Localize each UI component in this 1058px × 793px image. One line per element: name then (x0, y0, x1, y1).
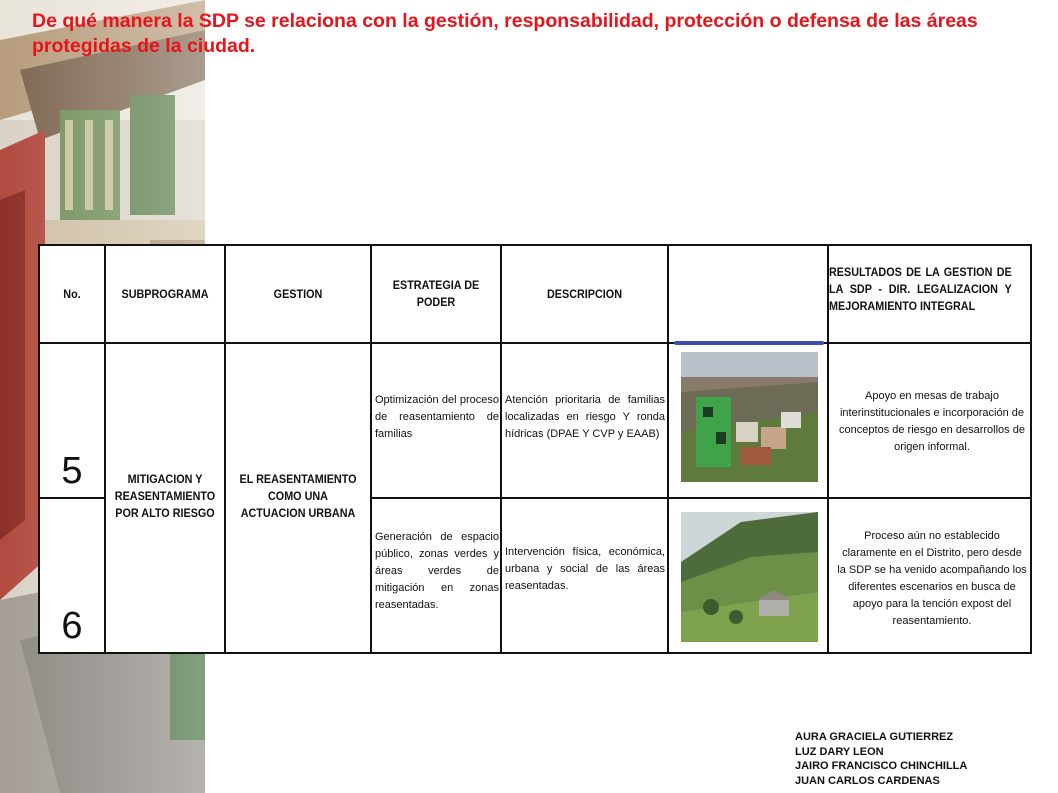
author-name: AURA GRACIELA GUTIERREZ (795, 731, 954, 743)
slide-title: De qué manera la SDP se relaciona con la gestión, responsabilidad, protección o defensa de las áreas protegidas de la ciudad. (32, 10, 978, 57)
col-divider-2 (224, 246, 226, 652)
header-gestion: GESTION (273, 286, 323, 301)
row6-photo-green-hillside (681, 512, 818, 642)
header-resultados: RESULTADOS DE LA GESTION DE LA SDP - DIR. LEGALIZACION Y MEJORAMIENTO INTEGRAL (829, 265, 1012, 313)
header-no: No. (63, 286, 81, 301)
header-estrategia: ESTRATEGIA DE PODER (392, 278, 480, 309)
results-table (38, 244, 1032, 654)
row-divider-no (40, 497, 104, 499)
row5-descripcion: Atención prioritaria de familias localizadas en riesgo Y ronda hídricas (DPAE Y CVP y EAAB) (505, 394, 665, 440)
row5-estrategia: Optimización del proceso de reasentamiento de familias (375, 394, 499, 440)
header-divider (40, 342, 1030, 344)
row5-photo-informal-housing (681, 352, 818, 482)
header-subprograma: SUBPROGRAMA (121, 286, 209, 301)
subprograma-value: MITIGACION Y REASENTAMIENTO POR ALTO RIESGO (114, 471, 216, 520)
col-divider-1 (104, 246, 106, 652)
row6-descripcion: Intervención física, económica, urbana y social de las áreas reasentadas. (505, 546, 665, 592)
row6-estrategia: Generación de espacio público, zonas verdes y áreas verdes de mitigación en zonas reasentadas. (375, 531, 499, 611)
row-number-5: 5 (61, 449, 83, 492)
header-descripcion: DESCRIPCION (546, 286, 623, 301)
row-number-6: 6 (61, 604, 83, 647)
gestion-value: EL REASENTAMIENTO COMO UNA ACTUACION URBANA (239, 471, 357, 520)
row6-resultados: Proceso aún no establecido claramente en el Distrito, pero desde la SDP se ha venido acompañando los diferentes escenarios en busca de apoyo para la tención expost del reasentamiento. (837, 530, 1027, 627)
col-divider-5 (667, 246, 669, 652)
author-name: JAIRO FRANCISCO CHINCHILLA (795, 760, 968, 772)
header-imagen (677, 246, 819, 342)
author-name: JUAN CARLOS CARDENAS (795, 774, 940, 787)
image-selection-bar (674, 341, 824, 345)
authors-list (795, 730, 967, 788)
row-divider (370, 497, 1030, 499)
green-hillside-image (681, 512, 818, 642)
hillside-houses-image (681, 352, 818, 482)
col-divider-4 (500, 246, 502, 652)
author-name: LUZ DARY LEON (795, 745, 884, 758)
col-divider-3 (370, 246, 372, 652)
row5-resultados: Apoyo en mesas de trabajo interinstitucionales e incorporación de conceptos de riesgo en desarrollos de origen informal. (839, 390, 1025, 453)
